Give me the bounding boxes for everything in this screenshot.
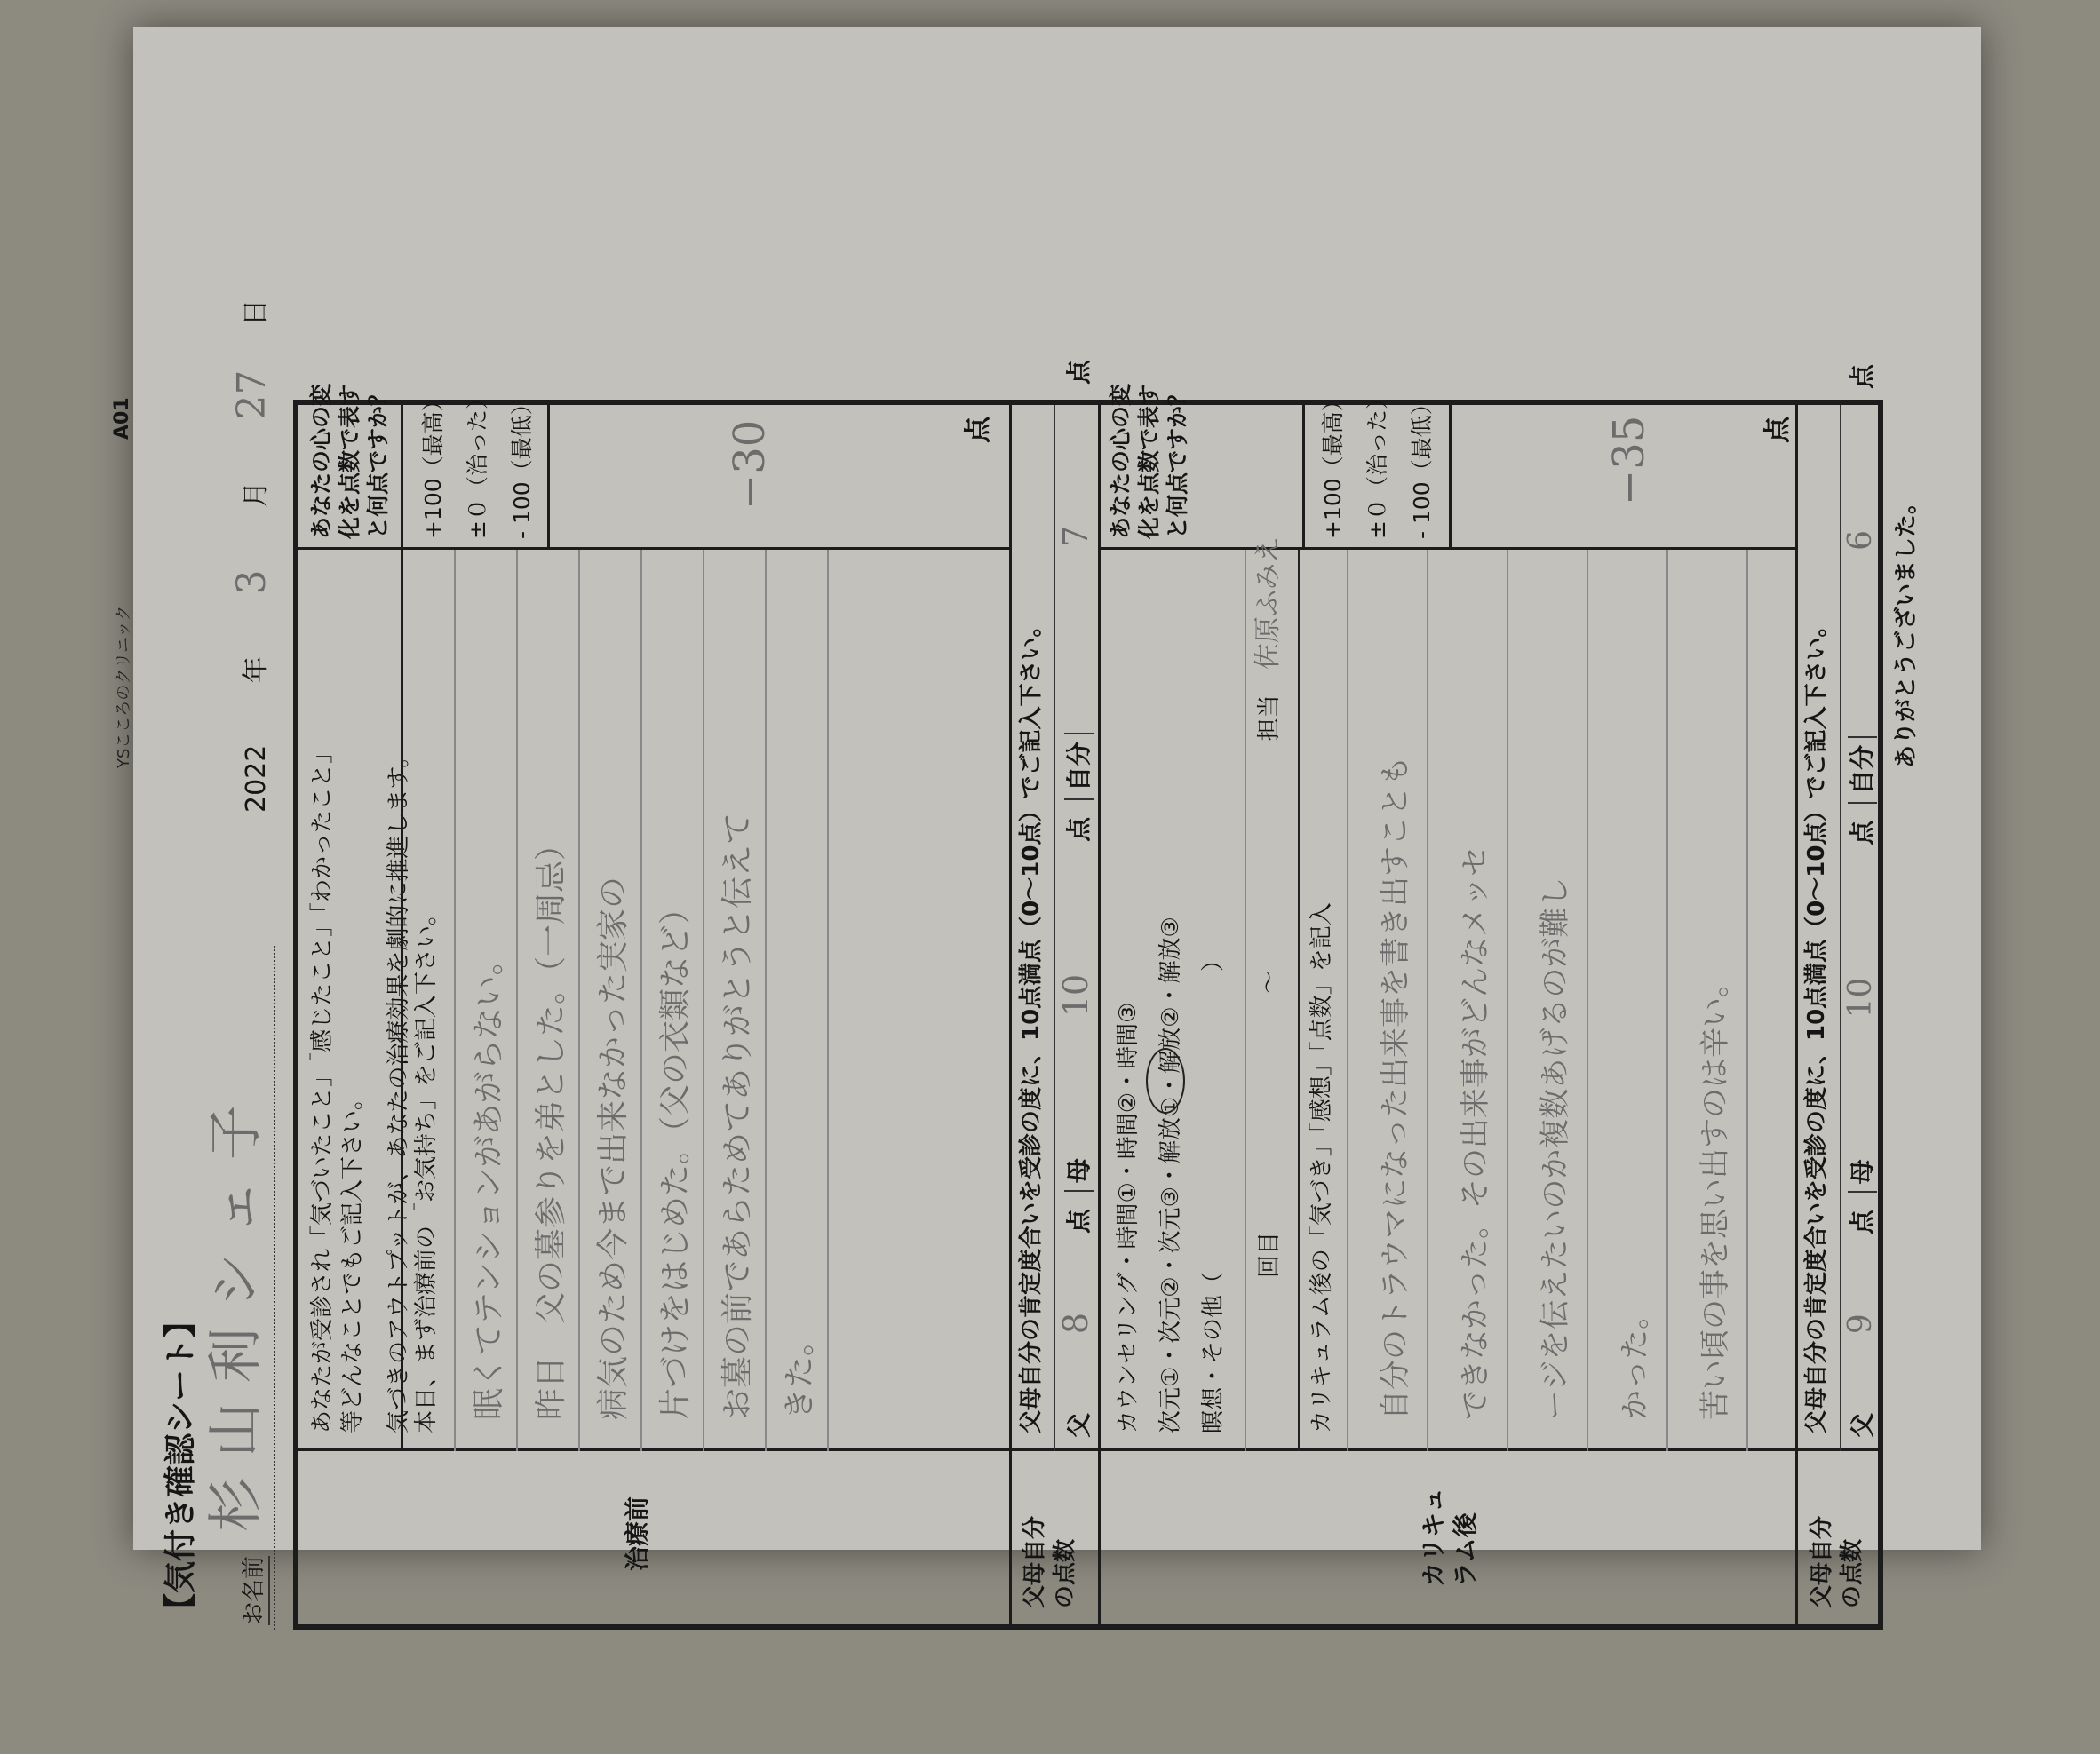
parents1-scores: [1056, 360, 1095, 1438]
staff-label: 担当: [1256, 694, 1283, 742]
before-handwritten: [458, 813, 831, 1420]
rule: [1347, 550, 1348, 1451]
parents-label-line: 父母自分: [1809, 1515, 1835, 1608]
father-unit: 点: [1064, 1208, 1094, 1234]
date-day: 27: [229, 369, 274, 420]
date-row: [229, 299, 274, 813]
scale-plus: +100（最高）: [1320, 389, 1346, 539]
score-question-1: [307, 384, 393, 539]
self-label: 自分: [1064, 733, 1094, 800]
after-label-line: ラム後: [1451, 1512, 1480, 1587]
score-column-divider-2: [1098, 547, 1795, 550]
session-row: [1253, 536, 1285, 1278]
father-score: 9: [1842, 1314, 1879, 1335]
parents2-prompt: 父母自分の肯定度合いを受診の度に、10点満点（0〜10点）でご記入下さい。: [1803, 614, 1830, 1433]
score-scale-divider: [1449, 405, 1452, 550]
scale-minus: - 100（最低）: [1409, 393, 1435, 539]
parents2-scores: [1842, 364, 1879, 1438]
after-score: −35: [1604, 415, 1654, 505]
rule: [1245, 550, 1246, 1451]
scale-minus: - 100（最低）: [509, 393, 535, 539]
rule: [1054, 405, 1055, 1451]
options-line-3: 瞑想・その他（ ）: [1200, 948, 1227, 1433]
before-line: 病気のため今まで出来なかった実家の: [595, 876, 632, 1420]
score-question-line: あなたの心の変: [1108, 383, 1134, 539]
after-line: 自分のトラウマになった出来事を書き出すことも: [1378, 756, 1413, 1420]
parents-label-line: の点数: [1052, 1538, 1078, 1608]
score-question-2: [1107, 384, 1192, 539]
before-line: 眠くてテンションがあがらない。: [471, 943, 507, 1420]
score-question-line: と何点ですか？: [365, 383, 391, 539]
session-divider: [1298, 550, 1300, 1451]
after-score-unit: 点: [1762, 417, 1794, 443]
staff-name: 佐原ふみえ: [1253, 536, 1284, 671]
score-question-divider: [1302, 405, 1305, 550]
father-unit: 点: [1848, 1210, 1877, 1235]
confirmation-sheet: [9, 289, 1920, 1754]
after-handwritten: [1356, 756, 1755, 1420]
intro-line-3: 気づきのアウトプットが、あなたの治療効果を劇的に推進します。: [386, 744, 412, 1433]
after-line: ージを伝えたいのか複数あげるのが難し: [1538, 877, 1573, 1420]
mother-unit: 点: [1848, 820, 1877, 845]
self-unit: 点: [1064, 359, 1094, 385]
rule: [454, 550, 456, 1451]
score-question-line: あなたの心の変: [308, 383, 334, 539]
divider-after-parents: [1795, 405, 1798, 1624]
thanks-message: ありがとうございました。: [1893, 490, 1920, 768]
parents1-prompt: 父母自分の肯定度合いを受診の度に、10点満点（0〜10点）でご記入下さい。: [1018, 614, 1045, 1433]
score-scale-1: [411, 387, 545, 539]
session-tilde: 〜: [1256, 970, 1283, 994]
after-options: [1107, 917, 1235, 1433]
score-question-line: 化を点数で表す: [337, 383, 362, 539]
mother-unit: 点: [1064, 816, 1094, 842]
date-month: 3: [229, 569, 274, 595]
intro-line-1: あなたが受診され「気づいたこと」「感じたこと」「わかったこと」: [309, 740, 336, 1433]
name-label: お名前: [235, 1556, 270, 1625]
intro-divider: [401, 405, 403, 1451]
score-column-divider-1: [298, 547, 1009, 550]
parents-label-line: 父母自分: [1022, 1515, 1048, 1608]
intro-text: [307, 741, 414, 1433]
date-year-label: 年: [241, 656, 272, 684]
scale-zero: ±０（治った）: [465, 387, 490, 539]
after-line: 苦い頃の事を思い出すのは辛い。: [1698, 967, 1733, 1420]
rule: [1840, 405, 1841, 1451]
options-line-1: カウンセリング・時間①・時間②・時間③: [1115, 1002, 1141, 1433]
sheet-title: 【気付き確認シート】: [163, 1305, 199, 1625]
before-line: 片づけをはじめた。（父の衣類など）: [657, 892, 694, 1420]
intro-line-2: 等どんなことでもご記入下さい。: [339, 1086, 366, 1433]
parents2-label: [1807, 1516, 1867, 1608]
form-code: A01: [111, 397, 133, 440]
date-month-label: 月: [241, 481, 272, 508]
after-prompt: カリキュラム後の「気づき」「感想」「点数」を記入: [1309, 902, 1335, 1433]
name-value: 杉山利シェ子: [203, 1085, 267, 1532]
score-question-line: 化を点数で表す: [1136, 383, 1162, 539]
option-circle: [1146, 1048, 1185, 1114]
parents1-label: [1020, 1516, 1080, 1608]
before-prompt: 本日、まず治療前の「お気持ち」をご記入下さい。: [413, 901, 440, 1433]
options-line-2: 次元①・次元②・次元③・解放①・解放②・解放③: [1157, 917, 1184, 1433]
after-line: できなかった。その出来事がどんなメッセ: [1458, 846, 1493, 1420]
after-label-line: カリキュ: [1419, 1487, 1448, 1587]
session-count-label: 回目: [1256, 1231, 1283, 1278]
mother-score: 10: [1842, 977, 1879, 1019]
mother-label: 母: [1064, 1158, 1094, 1192]
label-column-divider: [298, 1448, 1878, 1451]
before-line: お墓の前であらためてありがとうと伝えて: [720, 812, 756, 1420]
scale-plus: +100（最高）: [420, 389, 446, 539]
date-year: 2022: [241, 744, 272, 813]
clinic-name: YSこころのクリニック: [115, 605, 133, 768]
father-label: 父: [1848, 1412, 1877, 1438]
divider-before-parents: [1009, 405, 1012, 1624]
father-score: 8: [1056, 1312, 1095, 1335]
before-line: 昨日 父の墓参りを弟とした。（一周忌）: [533, 828, 569, 1420]
self-unit: 点: [1848, 364, 1877, 390]
score-scale-divider: [547, 405, 550, 550]
name-underline: [274, 946, 275, 1630]
score-question-divider: [401, 405, 403, 550]
date-day-label: 日: [241, 298, 272, 326]
self-label: 自分: [1848, 736, 1877, 804]
before-score: −30: [725, 419, 775, 510]
before-label: 治療前: [623, 1496, 652, 1571]
self-score: 6: [1842, 529, 1879, 551]
score-scale-2: [1311, 387, 1444, 539]
after-line: かった。: [1618, 1299, 1653, 1420]
score-question-line: と何点ですか？: [1165, 383, 1190, 539]
divider-parents-after: [1098, 405, 1101, 1624]
parents-label-line: の点数: [1839, 1538, 1865, 1608]
before-score-unit: 点: [963, 417, 994, 443]
mother-label: 母: [1848, 1159, 1877, 1193]
form-frame: [293, 359, 1883, 1630]
self-score: 7: [1056, 525, 1095, 548]
before-line: きた。: [782, 1323, 818, 1420]
father-label: 父: [1064, 1412, 1094, 1438]
mother-score: 10: [1056, 973, 1095, 1018]
scale-zero: ±０（治った）: [1364, 387, 1390, 539]
after-label: [1418, 1488, 1482, 1587]
